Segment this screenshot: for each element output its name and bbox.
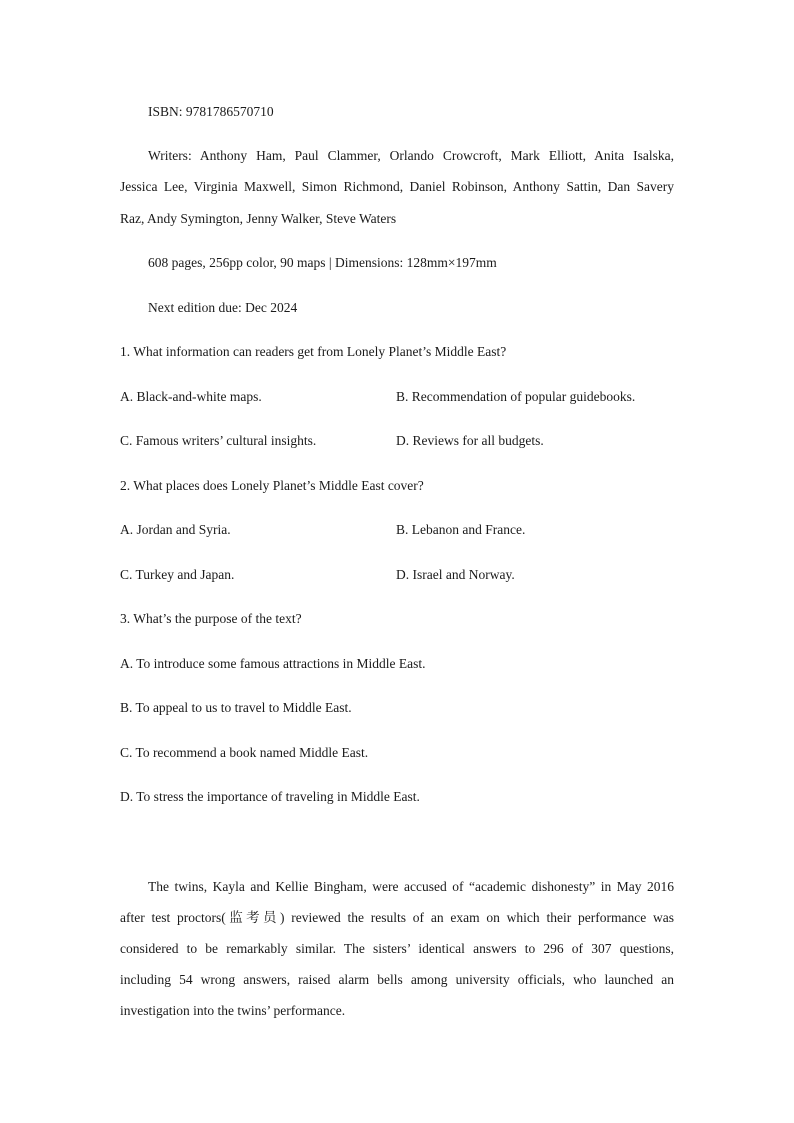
question-2-option-a: A. Jordan and Syria. — [120, 522, 231, 537]
question-3-option-b: B. To appeal to us to travel to Middle East. — [120, 700, 352, 715]
passage-line-1: The twins, Kayla and Kellie Bingham, were accused of “academic dishonesty” in May 2016 — [148, 879, 674, 894]
question-2-stem: 2. What places does Lonely Planet’s Middle East cover? — [120, 478, 424, 493]
question-2-option-c: C. Turkey and Japan. — [120, 567, 235, 582]
passage-line-2: after test proctors(监考员) reviewed the results of an exam on which their performance was — [120, 910, 674, 925]
passage-line-3: considered to be remarkably similar. The sisters’ identical answers to 296 of 307 questions, — [120, 941, 674, 956]
pages-dimensions-line: 608 pages, 256pp color, 90 maps | Dimensions: 128mm×197mm — [148, 255, 497, 270]
question-1-option-c: C. Famous writers’ cultural insights. — [120, 433, 317, 448]
writers-line-1: Writers: Anthony Ham, Paul Clammer, Orlando Crowcroft, Mark Elliott, Anita Isalska, — [148, 148, 674, 163]
writers-line-3: Raz, Andy Symington, Jenny Walker, Steve Waters — [120, 211, 397, 226]
passage-line-4: including 54 wrong answers, raised alarm bells among university officials, who launched an — [120, 972, 674, 987]
question-2-option-b: B. Lebanon and France. — [396, 522, 526, 537]
writers-line-2: Jessica Lee, Virginia Maxwell, Simon Richmond, Daniel Robinson, Anthony Sattin, Dan Savery — [120, 179, 674, 194]
question-3-option-c: C. To recommend a book named Middle East. — [120, 745, 369, 760]
question-1-option-a: A. Black-and-white maps. — [120, 389, 262, 404]
question-3-option-d: D. To stress the importance of traveling in Middle East. — [120, 789, 420, 804]
question-1-option-b: B. Recommendation of popular guidebooks. — [396, 389, 636, 404]
passage-line-5: investigation into the twins’ performance. — [120, 1003, 346, 1018]
question-2-option-d: D. Israel and Norway. — [396, 567, 515, 582]
question-3-option-a: A. To introduce some famous attractions in Middle East. — [120, 656, 426, 671]
next-edition-line: Next edition due: Dec 2024 — [148, 300, 298, 315]
question-3-stem: 3. What’s the purpose of the text? — [120, 611, 302, 626]
isbn-line: ISBN: 9781786570710 — [148, 104, 274, 119]
question-1-stem: 1. What information can readers get from Lonely Planet’s Middle East? — [120, 344, 507, 359]
question-1-option-d: D. Reviews for all budgets. — [396, 433, 544, 448]
